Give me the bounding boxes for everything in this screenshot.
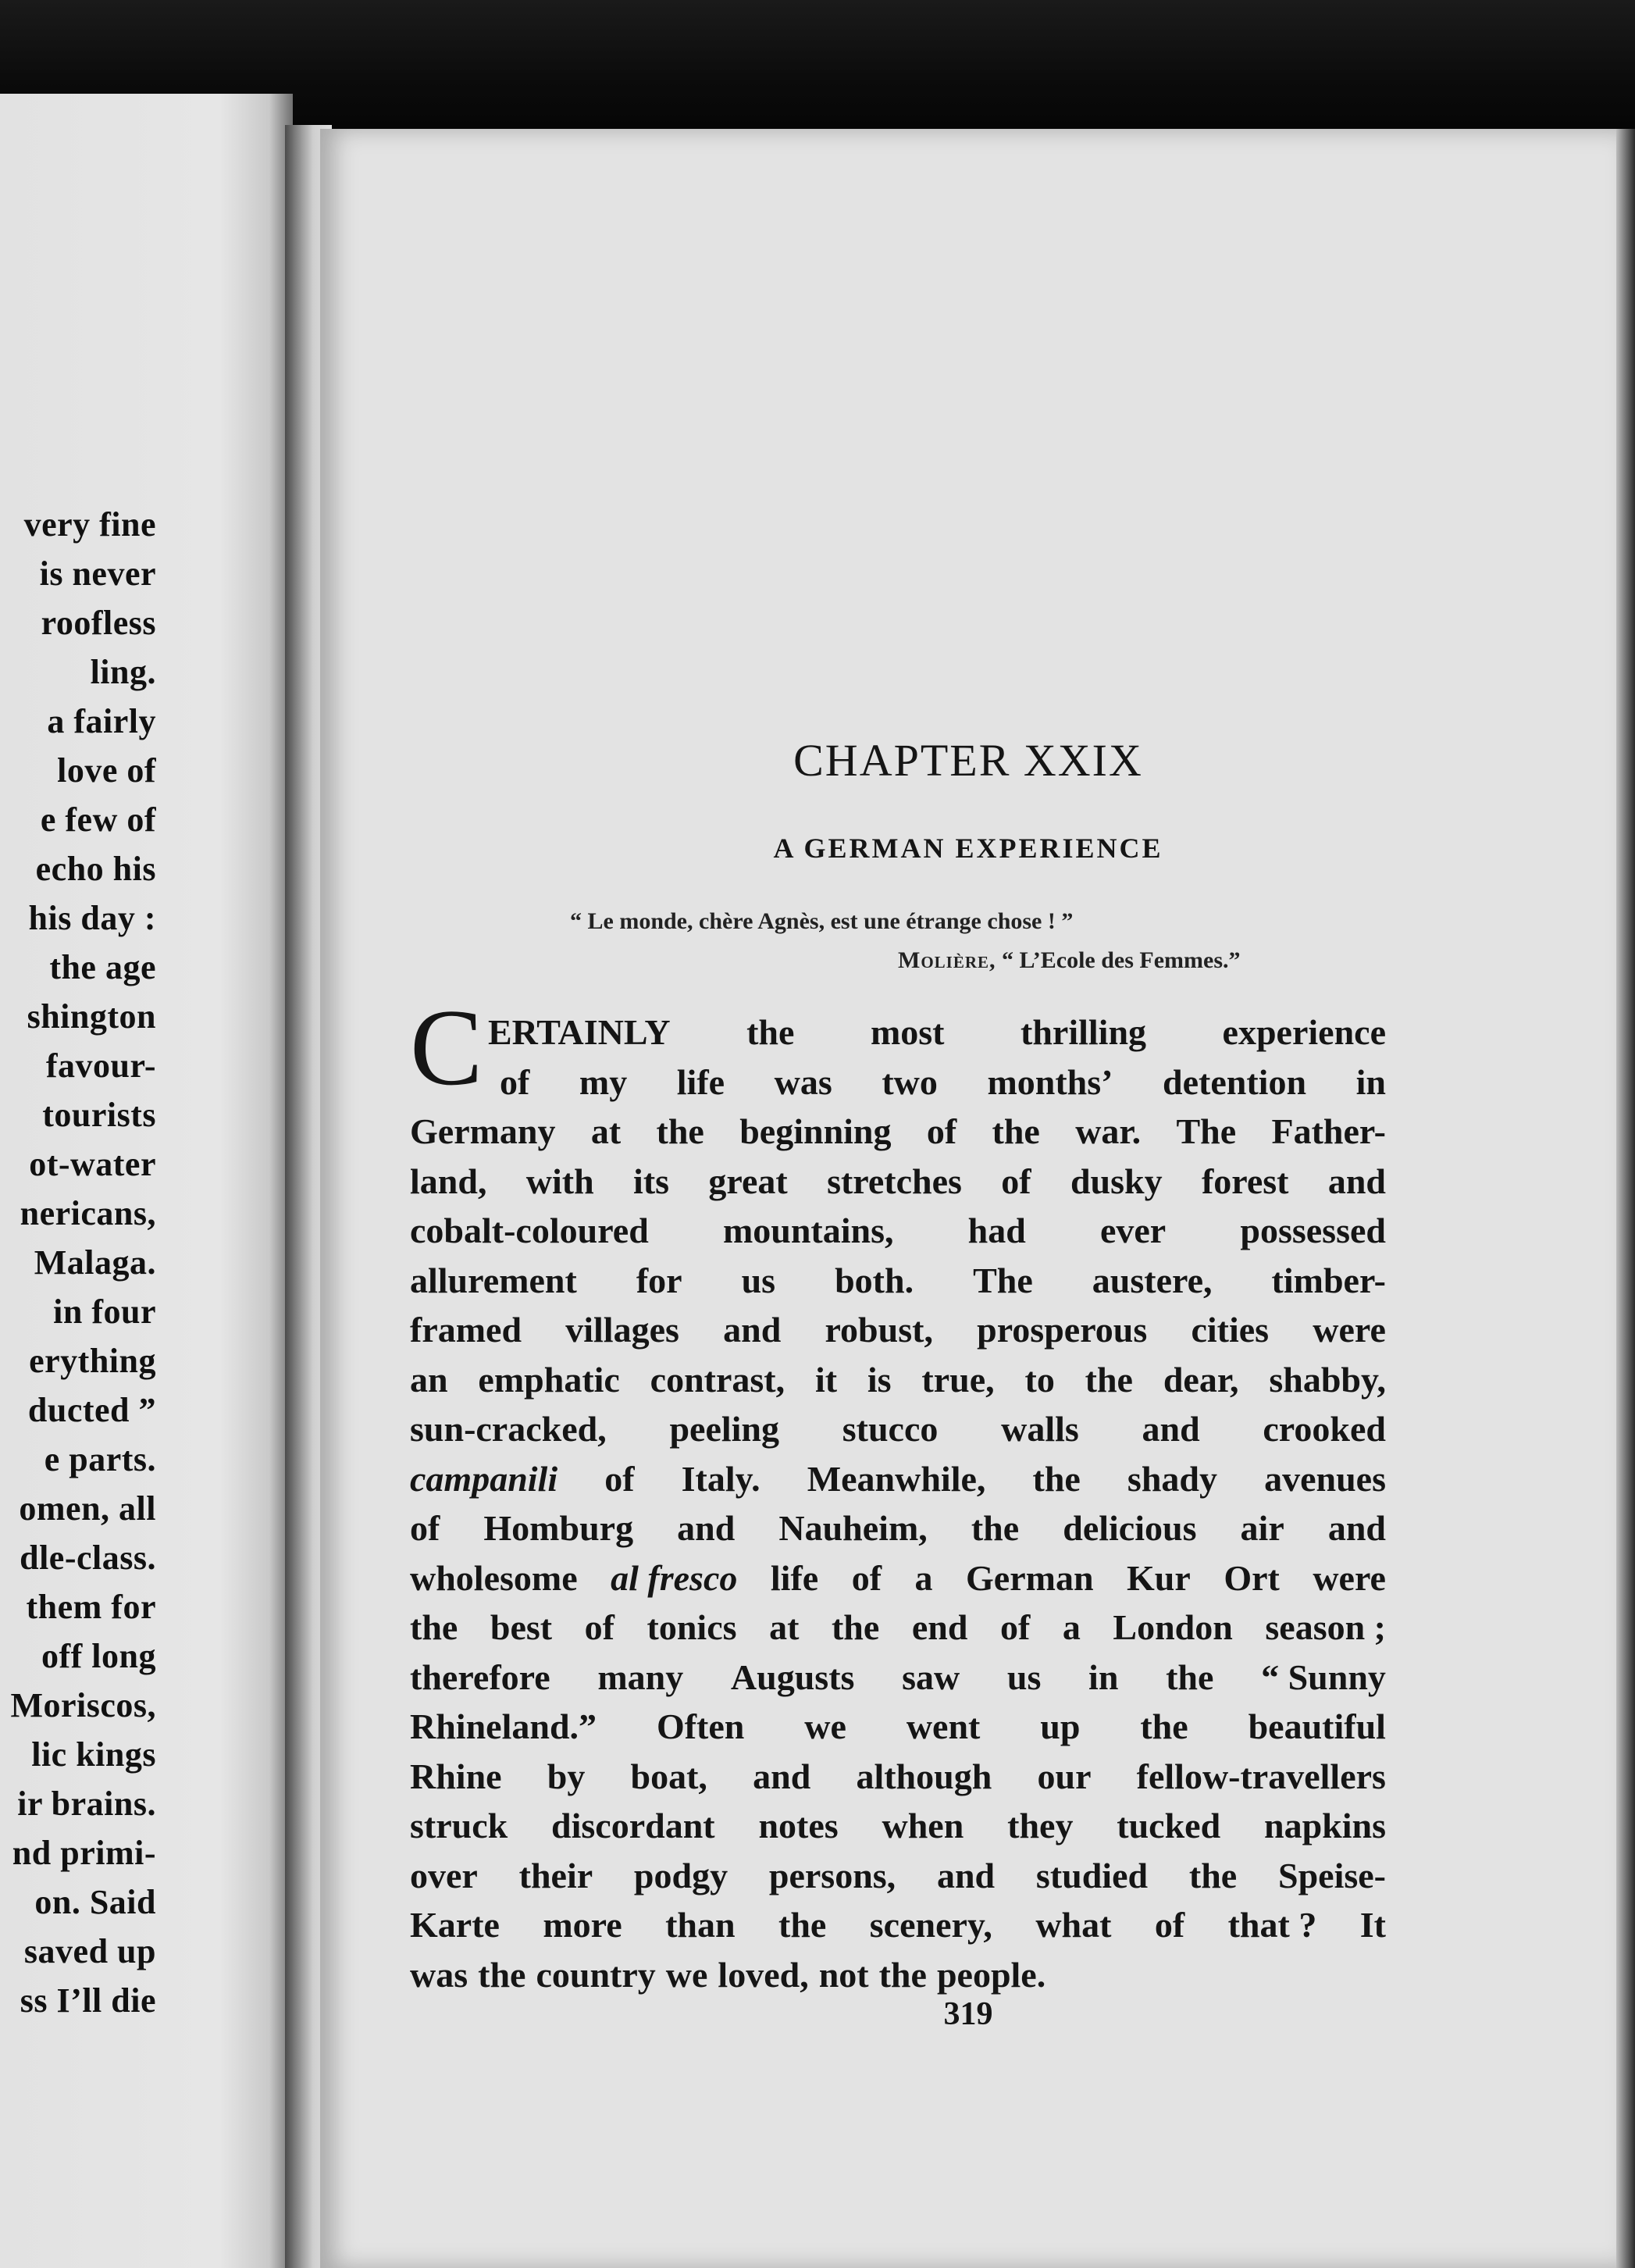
word: tucked — [1117, 1806, 1221, 1845]
word: was — [410, 1954, 468, 1995]
word: napkins — [1263, 1806, 1386, 1845]
word: walls — [1001, 1409, 1079, 1449]
word: an — [410, 1359, 448, 1400]
word: scenery, — [869, 1905, 992, 1945]
word: the — [1085, 1359, 1133, 1400]
word: mountains, — [722, 1211, 894, 1250]
word: were — [1313, 1310, 1386, 1350]
word: the — [746, 1012, 795, 1052]
word: beautiful — [1248, 1706, 1386, 1746]
word: end — [911, 1607, 968, 1647]
text-line — [410, 1752, 1386, 1802]
word: Nauheim, — [778, 1508, 928, 1548]
text-line — [410, 1851, 1386, 1901]
word: at — [590, 1111, 622, 1151]
word: went — [906, 1706, 981, 1746]
left-page-line: is never — [39, 555, 156, 593]
chapter-subtitle: A GERMAN EXPERIENCE — [773, 833, 1163, 864]
word: us — [1006, 1656, 1042, 1697]
word: Augusts — [730, 1656, 855, 1697]
word: shabby, — [1269, 1359, 1386, 1400]
word: the — [410, 1607, 458, 1647]
word: up — [1040, 1706, 1081, 1746]
word: what — [1035, 1905, 1112, 1945]
word: Father- — [1271, 1111, 1386, 1151]
text-line — [410, 1454, 1386, 1504]
word: Rhine — [410, 1756, 502, 1796]
word: and — [1142, 1409, 1200, 1449]
word: the — [992, 1111, 1040, 1151]
word: great — [708, 1161, 788, 1201]
word: their — [518, 1855, 593, 1895]
left-page-line: them for — [26, 1588, 156, 1626]
page-number: 319 — [943, 1996, 993, 2032]
word: timber- — [1271, 1260, 1386, 1300]
word: Homburg — [483, 1508, 634, 1548]
text-line — [410, 1206, 1386, 1256]
left-page-line: lic kings — [31, 1735, 156, 1774]
word: and — [723, 1310, 782, 1350]
word: avenues — [1264, 1458, 1386, 1499]
word: German — [966, 1557, 1094, 1598]
left-page-line: nd primi- — [12, 1834, 156, 1872]
word: not — [818, 1954, 869, 1995]
word: land, — [410, 1161, 487, 1201]
word: austere, — [1092, 1260, 1213, 1300]
epigraph-work: “ L’Ecole des Femmes.” — [1002, 947, 1241, 973]
word: my — [579, 1061, 628, 1102]
text-line — [410, 1950, 1386, 2000]
word: fellow-travellers — [1136, 1756, 1386, 1796]
word: the — [1140, 1706, 1188, 1746]
word: we — [665, 1954, 708, 1995]
word: of — [1001, 1161, 1031, 1201]
word: dusky — [1070, 1161, 1163, 1201]
word: The — [1176, 1111, 1237, 1151]
word: true, — [921, 1359, 995, 1400]
word: the — [656, 1111, 704, 1151]
left-page-line: e parts. — [44, 1440, 156, 1478]
word: delicious — [1063, 1508, 1197, 1548]
word: the — [878, 1954, 927, 1995]
word: of — [500, 1061, 530, 1102]
left-page-line: off long — [41, 1637, 156, 1675]
word: cobalt-coloured — [410, 1211, 649, 1250]
word: forest — [1201, 1161, 1289, 1201]
word: saw — [902, 1656, 960, 1697]
word: air — [1240, 1508, 1284, 1548]
word: and — [677, 1508, 736, 1548]
left-page-line: in four — [53, 1293, 156, 1331]
word: war. — [1075, 1111, 1142, 1151]
word: both. — [835, 1260, 914, 1300]
left-page-line: shington — [27, 997, 156, 1036]
word: struck — [410, 1806, 508, 1845]
word: its — [633, 1161, 670, 1201]
word: stucco — [842, 1409, 939, 1449]
word: wholesome — [410, 1557, 578, 1598]
left-page — [0, 94, 293, 2268]
body-paragraph — [410, 1007, 1386, 1999]
word: a — [914, 1557, 933, 1598]
left-page-line: the age — [49, 948, 156, 986]
word: our — [1037, 1756, 1092, 1796]
word: of — [584, 1607, 614, 1647]
left-page-line: dle-class. — [20, 1539, 156, 1577]
left-page-line: erything — [29, 1342, 156, 1380]
word: for — [636, 1260, 682, 1300]
word: although — [856, 1756, 992, 1796]
word: country — [536, 1954, 656, 1995]
left-page-line: Moriscos, — [10, 1686, 156, 1724]
word: life — [676, 1061, 725, 1102]
word: detention — [1163, 1061, 1307, 1102]
text-line — [410, 1553, 1386, 1603]
word: loved, — [718, 1954, 809, 1995]
word: life — [770, 1557, 819, 1598]
word: had — [967, 1211, 1026, 1250]
word: al fresco — [611, 1557, 738, 1598]
word: the — [1032, 1458, 1081, 1499]
left-page-line: ir brains. — [17, 1785, 156, 1823]
left-page-text — [10, 500, 156, 2025]
text-line — [410, 1007, 1386, 1057]
word: discordant — [551, 1806, 715, 1845]
word: crooked — [1263, 1409, 1386, 1449]
word: over — [410, 1855, 478, 1895]
text-line — [410, 1603, 1386, 1653]
word: “ Sunny — [1261, 1656, 1386, 1697]
word: with — [525, 1161, 594, 1201]
word: many — [597, 1656, 684, 1697]
word: season ; — [1265, 1607, 1386, 1647]
word: London — [1113, 1607, 1233, 1647]
word: we — [804, 1706, 846, 1746]
word: the — [831, 1607, 880, 1647]
text-line — [410, 1057, 1386, 1107]
text-line — [410, 1900, 1386, 1950]
left-page-line: nericans, — [20, 1194, 156, 1232]
text-line — [410, 1404, 1386, 1454]
word: by — [547, 1756, 586, 1796]
word: ERTAINLY — [488, 1012, 671, 1052]
word: is — [867, 1359, 892, 1400]
word: shady — [1127, 1458, 1217, 1499]
epigraph-quote: “ Le monde, chère Agnès, est une étrange chose ! ” — [570, 908, 1074, 934]
word: Italy. — [681, 1458, 761, 1499]
word: at — [769, 1607, 800, 1647]
left-page-line: on. Said — [34, 1883, 156, 1921]
left-page-line: tourists — [42, 1096, 156, 1134]
word: Speise- — [1277, 1855, 1386, 1895]
word: dear, — [1163, 1359, 1239, 1400]
word: campanili — [410, 1458, 558, 1499]
word: The — [973, 1260, 1033, 1300]
word: cities — [1191, 1310, 1270, 1350]
word: notes — [758, 1806, 839, 1845]
left-page-line: Malaga. — [34, 1243, 156, 1282]
left-page-line: ss I’ll die — [20, 1981, 156, 2020]
word: therefore — [410, 1656, 550, 1697]
left-page-line: his day : — [28, 899, 156, 937]
word: most — [870, 1012, 945, 1052]
word: contrast, — [650, 1359, 785, 1400]
word: Germany — [410, 1111, 556, 1151]
word: sun-cracked, — [410, 1409, 607, 1449]
word: that ? — [1227, 1905, 1317, 1945]
word: in — [1088, 1656, 1119, 1697]
word: two — [882, 1061, 938, 1102]
left-page-line: roofless — [41, 604, 156, 642]
word: people. — [936, 1954, 1046, 1995]
text-line — [410, 1503, 1386, 1553]
word: and — [1327, 1161, 1386, 1201]
word: allurement — [410, 1260, 577, 1300]
word: possessed — [1240, 1211, 1386, 1250]
left-page-line: very fine — [23, 505, 156, 544]
text-line — [410, 1157, 1386, 1207]
text-line — [410, 1801, 1386, 1851]
word: experience — [1222, 1012, 1386, 1052]
word: emphatic — [478, 1359, 620, 1400]
word: us — [741, 1260, 776, 1300]
word: the — [778, 1905, 827, 1945]
text-line — [410, 1305, 1386, 1355]
word: Ort — [1224, 1557, 1280, 1598]
word: of — [851, 1557, 882, 1598]
left-page-line: omen, all — [19, 1489, 156, 1528]
word: best — [490, 1607, 553, 1647]
word: framed — [410, 1310, 522, 1350]
word: podgy — [633, 1855, 728, 1895]
left-page-line: ot-water — [29, 1145, 156, 1183]
text-line — [410, 1256, 1386, 1306]
word: Kur — [1127, 1557, 1191, 1598]
word: ever — [1099, 1211, 1167, 1250]
word: Rhineland.” — [410, 1706, 597, 1746]
word: Karte — [410, 1905, 500, 1945]
word: beginning — [739, 1111, 892, 1151]
left-page-line: ducted ” — [27, 1391, 156, 1429]
word: was — [774, 1061, 832, 1102]
page-edge — [1616, 129, 1635, 2268]
word: more — [543, 1905, 622, 1945]
word: villages — [565, 1310, 679, 1350]
word: peeling — [669, 1409, 780, 1449]
word: were — [1313, 1557, 1386, 1598]
word: the — [971, 1508, 1020, 1548]
word: the — [1166, 1656, 1214, 1697]
word: It — [1359, 1905, 1386, 1945]
word: boat, — [630, 1756, 707, 1796]
word: of — [999, 1607, 1031, 1647]
word: Meanwhile, — [807, 1458, 986, 1499]
word: Often — [656, 1706, 745, 1746]
word: tonics — [647, 1607, 737, 1647]
word: of — [926, 1111, 957, 1151]
word: prosperous — [977, 1310, 1148, 1350]
word: of — [1154, 1905, 1185, 1945]
text-line — [410, 1355, 1386, 1405]
drop-cap: C — [410, 987, 483, 1108]
epigraph-attribution — [898, 947, 1241, 974]
word: of — [410, 1508, 440, 1548]
word: and — [1327, 1508, 1386, 1548]
word: when — [882, 1806, 964, 1845]
word: they — [1007, 1806, 1074, 1845]
word: to — [1024, 1359, 1055, 1400]
text-line — [410, 1653, 1386, 1703]
word: months’ — [987, 1061, 1113, 1102]
word: the — [478, 1954, 526, 1995]
word: and — [936, 1855, 996, 1895]
word: of — [604, 1458, 635, 1499]
word: than — [665, 1905, 736, 1945]
left-page-line: favour- — [45, 1047, 156, 1085]
left-page-line: echo his — [35, 850, 156, 888]
word: thrilling — [1021, 1012, 1147, 1052]
word: persons, — [768, 1855, 896, 1895]
left-page-line: love of — [57, 751, 156, 790]
word: in — [1355, 1061, 1386, 1102]
chapter-title: CHAPTER XXIX — [793, 735, 1143, 786]
word: a — [1062, 1607, 1081, 1647]
left-page-line: saved up — [23, 1932, 156, 1970]
word: it — [814, 1359, 838, 1400]
word: studied — [1035, 1855, 1149, 1895]
left-page-line: a fairly — [47, 702, 156, 740]
word: the — [1188, 1855, 1238, 1895]
epigraph-author: Molière, — [898, 947, 996, 973]
left-page-line: e few of — [40, 801, 156, 839]
text-line — [410, 1702, 1386, 1752]
left-page-line: ling. — [90, 653, 156, 691]
word: robust, — [825, 1310, 933, 1350]
word: stretches — [827, 1161, 962, 1201]
text-line — [410, 1107, 1386, 1157]
word: and — [753, 1756, 811, 1796]
